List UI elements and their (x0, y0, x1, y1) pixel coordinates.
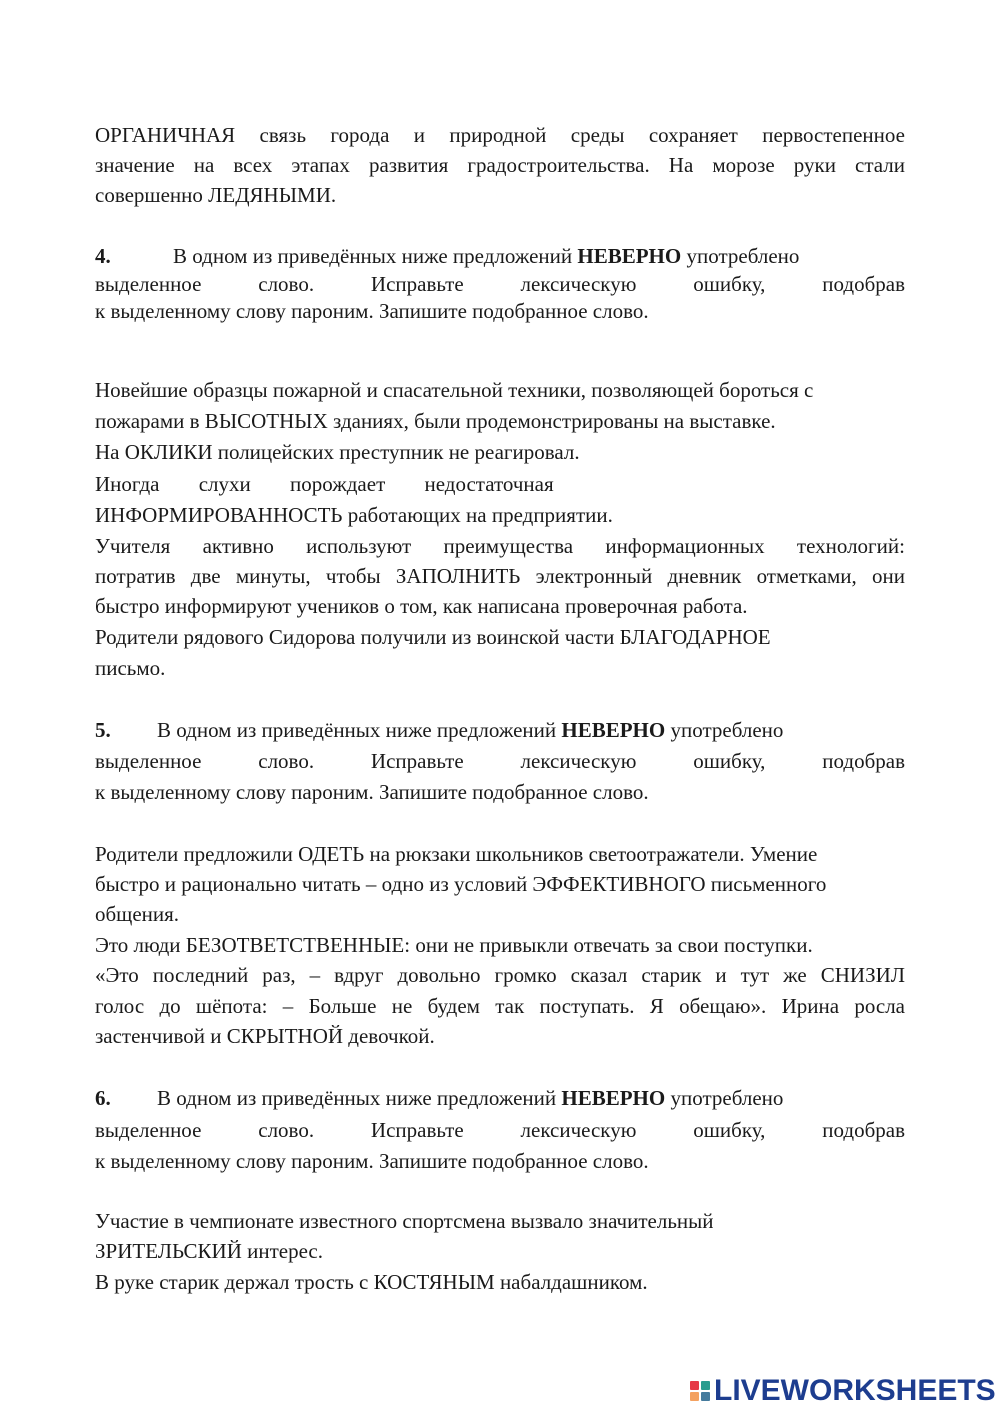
task4-instruction-tail: употреблено (681, 244, 800, 268)
task4-sentence: Учителя активно используют преимущества информационных технологий: (95, 534, 905, 558)
logo-square-icon (690, 1381, 699, 1390)
task5-instruction-tail: употреблено (665, 718, 784, 742)
task6-instruction-line-2: выделенное слово. Исправьте лексическую ошибку, подобрав (95, 1118, 905, 1142)
task5-sentence: голос до шёпота: – Больше не будем так поступать. Я обещаю». Ирина росла (95, 994, 905, 1018)
task4-sentence: быстро информируют учеников о том, как написана проверочная работа. (95, 594, 748, 618)
task5-instruction-text: В одном из приведённых ниже предложений (157, 718, 562, 742)
task4-sentence: ИНФОРМИРОВАННОСТЬ работающих на предприятии. (95, 503, 613, 527)
task4-sentence: Новейшие образцы пожарной и спасательной техники, позволяющей бороться с (95, 378, 814, 402)
task6-instruction-line-1 (95, 1083, 905, 1113)
task6-sentence: Участие в чемпионате известного спортсмена вызвало значительный (95, 1209, 714, 1233)
task6-sentence: В руке старик держал трость с КОСТЯНЫМ набалдашником. (95, 1270, 648, 1294)
task6-sentence: ЗРИТЕЛЬСКИЙ интерес. (95, 1239, 324, 1263)
task4-sentence: письмо. (95, 656, 166, 680)
intro-line-2: значение на всех этапах развития градостроительства. На морозе руки стали (95, 153, 905, 177)
task5-instruction-line-3: к выделенному слову пароним. Запишите подобранное слово. (95, 780, 649, 804)
task5-instruction-line-2: выделенное слово. Исправьте лексическую ошибку, подобрав (95, 749, 905, 773)
task4-instruction-text: В одном из приведённых ниже предложений (173, 244, 578, 268)
task4-instruction-line-1 (95, 241, 905, 271)
task4-instruction-line-3: к выделенному слову пароним. Запишите подобранное слово. (95, 299, 649, 323)
liveworksheets-logo-icon (690, 1381, 710, 1401)
intro-line-3: совершенно ЛЕДЯНЫМИ. (95, 183, 337, 207)
task5-sentence: Родители предложили ОДЕТЬ на рюкзаки школьников светоотражатели. Умение (95, 842, 818, 866)
logo-square-icon (701, 1381, 710, 1390)
task4-sentence: Родители рядового Сидорова получили из воинской части БЛАГОДАРНОЕ (95, 625, 771, 649)
task6-instruction-line-3: к выделенному слову пароним. Запишите подобранное слово. (95, 1149, 649, 1173)
task4-sentence: пожарами в ВЫСОТНЫХ зданиях, были продемонстрированы на выставке. (95, 409, 776, 433)
task4-instruction-line-2: выделенное слово. Исправьте лексическую ошибку, подобрав (95, 272, 905, 296)
liveworksheets-logo (690, 1374, 996, 1408)
task5-instruction-line-1 (95, 715, 905, 745)
task5-sentence: общения. (95, 902, 180, 926)
task6-instruction-tail: употреблено (665, 1086, 784, 1110)
task5-emphasis: НЕВЕРНО (561, 718, 666, 742)
task5-number: 5. (95, 718, 111, 742)
task6-number: 6. (95, 1086, 111, 1110)
logo-square-icon (701, 1392, 710, 1401)
task4-sentence: На ОКЛИКИ полицейских преступник не реагировал. (95, 440, 580, 464)
task5-sentence: «Это последний раз, – вдруг довольно громко сказал старик и тут же СНИЗИЛ (95, 963, 905, 987)
logo-square-icon (690, 1392, 699, 1401)
task5-sentence: Это люди БЕЗОТВЕТСТВЕННЫЕ: они не привыкли отвечать за свои поступки. (95, 933, 813, 957)
task6-instruction-text: В одном из приведённых ниже предложений (157, 1086, 562, 1110)
task4-sentence: потратив две минуты, чтобы ЗАПОЛНИТЬ электронный дневник отметками, они (95, 564, 905, 588)
intro-line-1: ОРГАНИЧНАЯ связь города и природной среды сохраняет первостепенное (95, 123, 905, 147)
task4-sentence: Иногда слухи порождает недостаточная (95, 472, 554, 496)
task5-sentence: быстро и рационально читать – одно из условий ЭФФЕКТИВНОГО письменного (95, 872, 827, 896)
task4-number: 4. (95, 244, 111, 268)
task5-sentence: застенчивой и СКРЫТНОЙ девочкой. (95, 1024, 435, 1048)
task4-emphasis: НЕВЕРНО (577, 244, 682, 268)
task6-emphasis: НЕВЕРНО (561, 1086, 666, 1110)
logo-text: LIVEWORKSHEETS (714, 1374, 996, 1407)
